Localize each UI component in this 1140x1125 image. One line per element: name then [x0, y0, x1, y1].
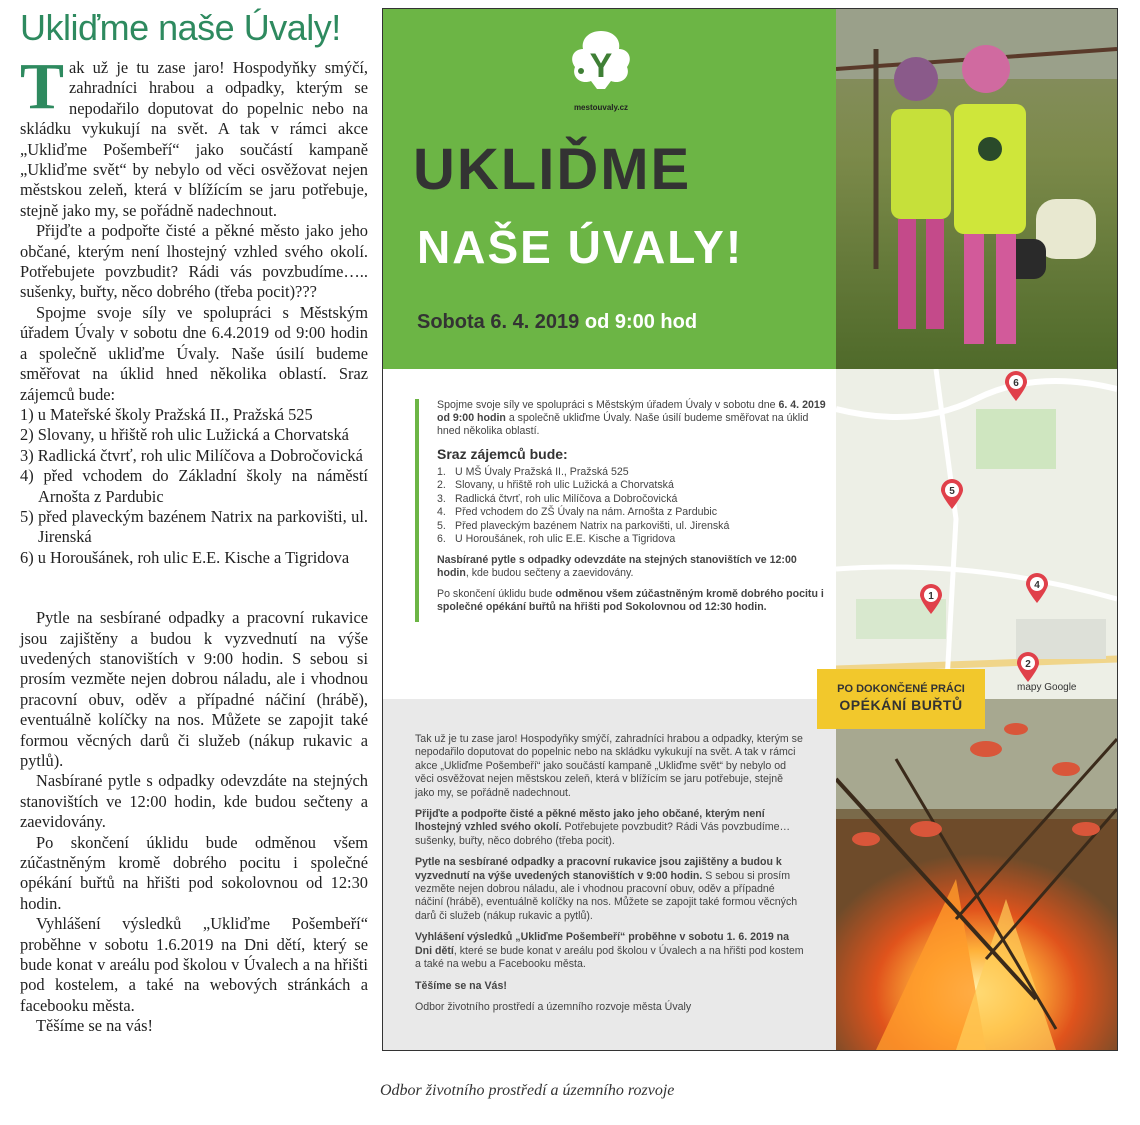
list-item: 1) u Mateřské školy Pražská II., Pražská 525 — [20, 404, 313, 424]
bags-text-rest: , kde budou sečteny a zaevidovány. — [465, 567, 634, 580]
paragraph-invite: Přijďte a podpořte čisté a pěkné město jako jeho občané, kterým není lhostejný vzhled svého okolí. Potřebujete povzbudit? Rádi vás povzbudíme….. sušenky, buřty, něco dobrého (třeba pocit)??? — [20, 221, 368, 302]
event-map — [836, 369, 1117, 699]
map-pin-label: 5 — [949, 486, 955, 497]
list-number: 1. — [437, 466, 446, 478]
spacer — [20, 568, 368, 608]
list-item: 3) Radlická čtvrť, roh ulic Milíčova a Dobročovická — [20, 445, 363, 465]
map-image — [836, 369, 1117, 699]
event-date-day: Sobota 6. 4. 2019 — [417, 311, 580, 333]
lower-paragraph-3 — [415, 856, 805, 923]
paragraph-results: Vyhlášení výsledků „Ukliďme Pošembeří“ proběhne v sobotu 1.6.2019 na Dni dětí, který se bude konat v areálu pod školou v Úvalech a na hřišti pod kostelem, a také na webových stránkách a facebooku města. — [20, 914, 368, 1015]
drop-cap: T — [20, 50, 65, 123]
list-number: 5. — [437, 519, 446, 532]
list-item: 4) před vchodem do Základní školy na náměstí Arnošta z Pardubic — [20, 466, 368, 506]
list-item: 2) Slovany, u hřiště roh ulic Lužická a Chorvatská — [20, 425, 349, 445]
map-pin-5-icon — [939, 479, 965, 511]
signature: Odbor životního prostředí a územního rozvoje — [380, 1082, 675, 1099]
map-pin-2-icon — [1015, 652, 1041, 684]
bags-text — [437, 554, 827, 580]
map-pin-4-icon — [1024, 573, 1050, 605]
map-pin-label: 1 — [928, 591, 934, 602]
list-text: U MŠ Úvaly Pražská II., Pražská 525 — [455, 466, 629, 478]
list-item — [437, 479, 827, 492]
paragraph-bags: Pytle na sesbírané odpadky a pracovní rukavice jsou zajištěny a budou k vyzvednutí na výše uvedených stanovištích v 9:00 hodin. S sebou si prosím vezměte nejen dobrou náladu, ale i vhodnou pracovní obuv, oděv a případné náčiní (hrábě), eventuálně kolíčky na nos. Můžete se zapojit také formou věcných darů či služeb (nákup rukavic a pytlů). — [20, 608, 368, 770]
lower-paragraph-3-rest: S sebou si prosím vezměte nejen dobrou náladu, ale i vhodnou pracovní obuv, oděv a případné náčiní (hrábě), eventuálně kolíčky na nos. Můžete se zapojit také formou věcných darů či služeb (nákup rukavic a pytlů). — [415, 869, 798, 922]
badge-line-1: PO DOKONČENÉ PRÁCI — [837, 683, 965, 695]
reward-text-bold: odměnou všem zúčastněným kromě dobrého pocitu i společné opékání buřtů na hřišti pod Sokolovnou od 12:30 hodin. — [437, 588, 824, 614]
list-number: 2. — [437, 479, 446, 492]
photo-children-vests — [836, 9, 1117, 369]
list-text: Před plaveckým bazénem Natrix na parkovišti, ul. Jirenská — [455, 519, 730, 532]
paragraph-intro — [20, 50, 368, 221]
list-number: 3. — [437, 492, 446, 505]
list-number: 4. — [437, 506, 446, 519]
article — [20, 6, 368, 1037]
intro-text-c: a společně ukliďme Úvaly. Naše úsilí budeme směřovat na úklid hned několika oblastí. — [437, 412, 809, 437]
lower-paragraph-4 — [415, 931, 805, 971]
list-text: Slovany, u hřiště roh ulic Lužická a Chorvatská — [455, 479, 674, 492]
intro-text-a: Spojme svoje síly ve spolupráci s Městským úřadem Úvaly v sobotu dne — [437, 399, 776, 411]
event-date — [417, 311, 697, 334]
map-pin-label: 6 — [1013, 378, 1019, 389]
bags-text-bold: Nasbírané pytle s odpadky odevzdáte na stejných stanovištích ve 12:00 hodin — [437, 554, 797, 580]
town-logo — [561, 23, 641, 115]
meeting-places-list — [20, 405, 368, 568]
list-text: Radlická čtvrť, roh ulic Milíčova a Dobročovická — [455, 492, 678, 505]
lower-paragraph-2 — [415, 808, 805, 848]
photo-campfire — [836, 699, 1117, 1050]
list-item: 6) u Horoušánek, roh ulic E.E. Kische a Tigridova — [20, 547, 350, 567]
logo-url: mestouvaly.cz — [573, 103, 629, 112]
intro-text-date: 6. 4. 2019 od 9:00 hodin — [437, 399, 826, 424]
poster-headline: UKLIĎME — [413, 137, 692, 202]
map-pin-1-icon — [918, 584, 944, 616]
lower-paragraph-5-bold: Těšíme se na Vás! — [415, 979, 507, 992]
lower-paragraph-5 — [415, 980, 805, 993]
campfire-photo-image — [836, 699, 1117, 1050]
paragraph-intro-text: ak už je tu zase jaro! Hospodyňky smýčí, zahradníci hrabou a odpadky, kterým se nepodařilo doputovat do popelnic nebo na skládku vykukují na svět. A tak v rámci akce „Ukliďme Pošembeří“ jako součástí kampaně „Ukliďme svět“ by nebylo od věci osvěžovat nejen městskou zeleň, která v blížícím se jaru potřebuje, stejně jako my, se pořádně nadechnout. — [20, 58, 368, 220]
reward-text-a: Po skončení úklidu bude — [437, 588, 553, 601]
list-item: 5) před plaveckým bazénem Natrix na parkovišti, ul. Jirenská — [20, 506, 368, 547]
lower-paragraph-3-bold: Pytle na sesbírané odpadky a pracovní rukavice jsou zajištěny a budou k vyzvednutí na výše uvedených stanovištích v 9:00 hodin. — [415, 856, 782, 882]
roasting-badge — [817, 669, 985, 729]
map-pin-6-icon — [1003, 371, 1029, 403]
list-item — [437, 506, 827, 519]
meeting-heading: Sraz zájemců bude: — [437, 446, 568, 462]
list-item — [437, 493, 827, 506]
paragraph-return: Nasbírané pytle s odpadky odevzdáte na stejných stanovištích ve 12:00 hodin, kde budou sečteny a zaevidovány. — [20, 771, 368, 832]
lower-paragraph-4-rest: , které se bude konat v areálu pod školou v Úvalech a na hřišti pod kostem a také na webu a Facebooku města. — [415, 944, 804, 971]
event-date-time: od 9:00 hod — [584, 311, 698, 333]
paragraph-reward: Po skončení úklidu bude odměnou všem zúčastněným kromě dobrého pocitu i společné opékání buřtů na hřišti pod sokolovnou od 12:30 hodin. — [20, 832, 368, 913]
reward-text — [437, 588, 827, 614]
lower-info-text — [415, 733, 805, 1022]
poster — [382, 8, 1118, 1051]
tree-logo-icon — [561, 23, 641, 103]
list-item — [437, 520, 827, 533]
article-title: Ukliďme naše Úvaly! — [20, 7, 341, 48]
svg-text:Y: Y — [589, 47, 613, 85]
paragraph-meeting: Spojme svoje síly ve spolupráci s Městským úřadem Úvaly v sobotu dne 6.4.2019 od 9:00 hodin a společně ukliďme Úvaly. Naše úsilí budeme směřovat na úklid hned několika oblastí. Sraz zájemců bude: — [20, 302, 368, 404]
lower-paragraph-2-rest: Potřebujete povzbudit? Rádi Vás povzbudíme… sušenky, buřty, něco dobrého (třeba pocit). — [415, 821, 791, 847]
badge-line-2: OPÉKÁNÍ BUŘTŮ — [839, 697, 963, 713]
poster-header — [383, 9, 836, 369]
paragraph-closing: Těšíme se na vás! — [36, 1016, 153, 1036]
map-credit: mapy Google — [1017, 682, 1077, 693]
list-text: Před vchodem do ZŠ Úvaly na nám. Arnošta z Pardubic — [455, 506, 718, 519]
lower-paragraph-1: Tak už je tu zase jaro! Hospodyňky smýčí, zahradníci hrabou a odpadky, kterým se nepodařilo doputovat do popelnic nebo na skládku vykukují na svět. A tak v rámci akce „Ukliďme Pošembeří“ jako součástí kampaně „Ukliďme svět“ by nebylo od věci osvěžovat nejen městskou zeleň, která v blížícím se jaru potřebuje, stejně jako my, se pořádně nadechnout. — [415, 733, 803, 799]
intro-text — [437, 399, 827, 438]
map-pin-label: 4 — [1034, 580, 1040, 591]
lower-paragraph-2-bold: Přijďte a podpořte čisté a pěkné město jako jeho občané, kterým není lhostejný vzhled svého okolí. — [415, 808, 765, 834]
meeting-list — [437, 466, 827, 546]
list-item — [437, 533, 827, 546]
list-number: 6. — [437, 533, 446, 546]
map-pin-label: 2 — [1025, 659, 1031, 670]
list-text: U Horoušánek, roh ulic E.E. Kische a Tigridova — [455, 533, 676, 546]
children-photo-image — [836, 9, 1117, 369]
list-item — [437, 466, 827, 479]
poster-subheadline: NAŠE ÚVALY! — [417, 221, 744, 273]
lower-paragraph-6: Odbor životního prostředí a územního rozvoje města Úvaly — [415, 1000, 692, 1013]
lower-paragraph-4-bold: Vyhlášení výsledků „Ukliďme Pošembeří“ proběhne v sobotu 1. 6. 2019 na Dni dětí — [415, 931, 790, 957]
meeting-info — [415, 399, 827, 622]
